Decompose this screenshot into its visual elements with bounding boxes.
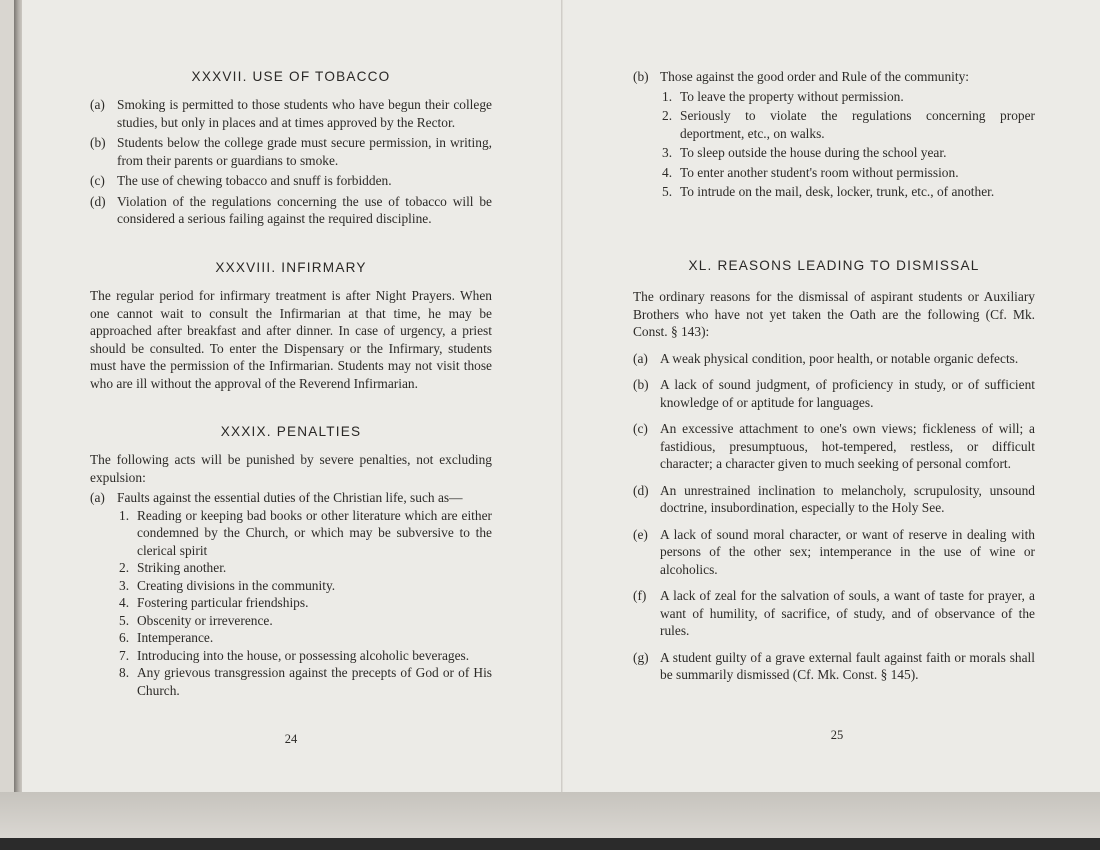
numbered-item: 5. To intrude on the mail, desk, locker, trunk, etc., of another.	[662, 184, 995, 199]
tobacco-items	[90, 96, 492, 228]
infirmary-paragraph: The regular period for infirmary treatment is after Night Prayers. When one cannot wait to consult the Infirmarian at that time, he may be approached after breakfast and after dinner. In case of urgency, a priest should be consulted. To enter the Dispensary or the Infirmary, students must have the permission of the Infirmarian. Students may not visit those who are ill without the approval of the Reverend Infirmarian.	[90, 288, 492, 391]
scan-bottom-edge	[0, 792, 1100, 838]
penalties-intro: The following acts will be punished by severe penalties, not excluding expulsion:	[90, 452, 492, 485]
heading-infirmary: XXXVIII. INFIRMARY	[215, 260, 367, 275]
numbered-item: 2. Seriously to violate the regulations concerning proper deportment, etc., on walks.	[662, 108, 1035, 141]
right-page	[565, 0, 1100, 792]
page-number-right: 25	[830, 728, 844, 742]
numbered-item: 3. To sleep outside the house during the school year.	[662, 145, 947, 160]
section-penalties	[90, 423, 492, 441]
numbered-item: 3. Creating divisions in the community.	[119, 577, 336, 593]
heading-tobacco: XXXVII. USE OF TOBACCO	[191, 69, 391, 84]
infirmary-body	[90, 287, 492, 392]
list-item: (d) An unrestrained inclination to melancholy, scrupulosity, unsound doctrine, insubordination, especially to the Holy See.	[633, 482, 1035, 515]
numbered-item: 2. Striking another.	[119, 560, 227, 575]
numbered-item: 6. Intemperance.	[119, 630, 214, 645]
heading-penalties: XXXIX. PENALTIES	[220, 424, 362, 439]
list-item: (d) Violation of the regulations concerning the use of tobacco will be considered a serious failing against the required discipline.	[90, 193, 492, 226]
list-item: (g) A student guilty of a grave external fault against faith or morals shall be summarily dismissed (Cf. Mk. Const. § 145).	[633, 649, 1035, 682]
numbered-item: 1. Reading or keeping bad books or other literature which are either condemned by the Church, or which may be subversive to the clerical spirit	[119, 507, 492, 558]
list-item: (c) The use of chewing tobacco and snuff is forbidden.	[90, 173, 392, 188]
dismissal-intro: The ordinary reasons for the dismissal of aspirant students or Auxiliary Brothers who have not yet taken the Oath are the following (Cf. Mk. Const. § 143):	[633, 289, 1035, 339]
list-item: (f) A lack of zeal for the salvation of souls, a want of taste for prayer, a want of humility, of sacrifice, of study, and of observance of the rules.	[633, 588, 1035, 638]
list-item: (e) A lack of sound moral character, or want of reserve in dealing with persons of the other sex; intemperance in the use of wine or alcoholics.	[633, 526, 1035, 577]
list-item: (c) An excessive attachment to one's own views; fickleness of will; a fastidious, presumptuous, hot-tempered, restless, or difficult character; a character given to much seeking of personal comfort.	[633, 421, 1035, 471]
list-item: (b) Those against the good order and Rule of the community:	[633, 69, 970, 84]
section-tobacco	[90, 68, 492, 86]
list-item: (b) A lack of sound judgment, of proficiency in study, or of sufficient knowledge of or aptitude for languages.	[633, 377, 1035, 410]
page-number-left: 24	[284, 732, 298, 746]
numbered-item: 4. Fostering particular friendships.	[119, 595, 309, 610]
heading-dismissal: XL. REASONS LEADING TO DISMISSAL	[688, 258, 980, 273]
section-infirmary	[90, 259, 492, 277]
section-dismissal	[633, 257, 1035, 275]
list-item: (a) A weak physical condition, poor health, or notable organic defects.	[633, 350, 1019, 366]
penalties-body	[90, 451, 492, 699]
conduct-list	[633, 68, 1035, 201]
numbered-item: 1. To leave the property without permission.	[662, 88, 904, 104]
list-item: (b) Students below the college grade must secure permission, in writing, from their parents or guardians to smoke.	[90, 135, 492, 168]
left-page	[22, 0, 563, 792]
list-item: (a) Smoking is permitted to those students who have begun their college studies, but only in places and at times approved by the Rector.	[90, 97, 492, 130]
dismissal-body	[633, 288, 1035, 684]
numbered-item: 5. Obscenity or irreverence.	[119, 612, 273, 628]
numbered-item: 8. Any grievous transgression against the precepts of God or of His Church.	[119, 665, 492, 698]
numbered-item: 4. To enter another student's room without permission.	[662, 164, 959, 180]
numbered-item: 7. Introducing into the house, or possessing alcoholic beverages.	[119, 647, 470, 663]
list-item: (a) Faults against the essential duties of the Christian life, such as—	[90, 490, 463, 505]
